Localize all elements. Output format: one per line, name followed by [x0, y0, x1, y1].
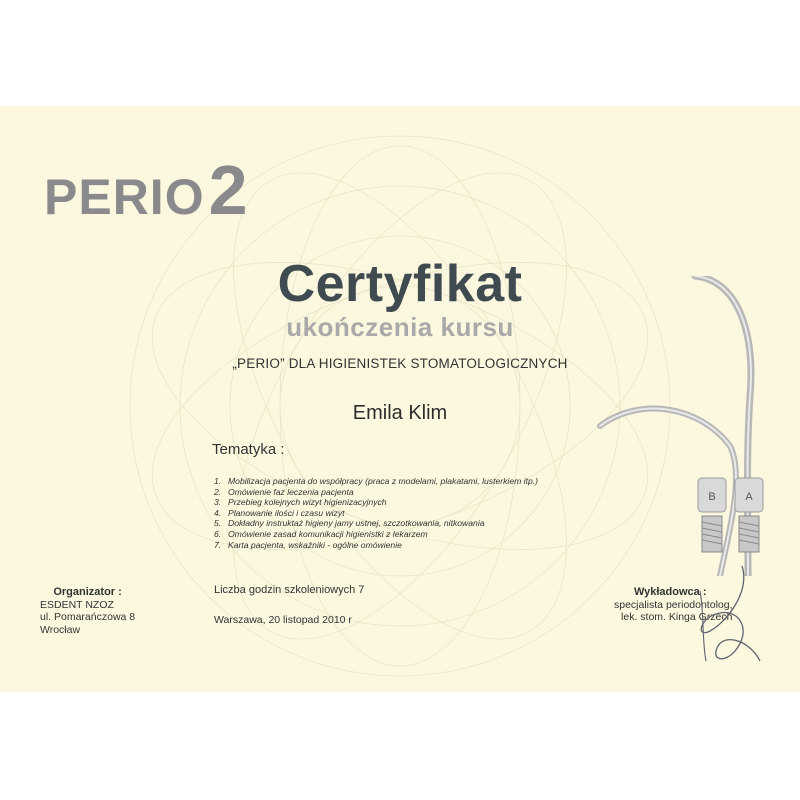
list-item: 4. Planowanie ilości i czasu wizyt [214, 507, 345, 518]
organizer-heading: Organizator : [53, 586, 122, 598]
list-item: 6. Omówienie zasad komunikacji higienistki z lekarzem [214, 528, 428, 539]
participant-name: Emila Klim [352, 402, 448, 424]
course-name: „PERIO” DLA HIGIENISTEK STOMATOLOGICZNYCH [232, 356, 568, 371]
organizer-line: ESDENT NZOZ [40, 598, 114, 611]
perio2-logo [44, 150, 249, 230]
lecturer-line: specjalista periodontolog, [614, 598, 733, 611]
lecturer-line: lek. stom. Kinga Grzech [621, 611, 733, 623]
lecturer-heading: Wykładowca : [633, 586, 707, 598]
list-item: 7. Karta pacjenta, wskaźniki - ogólne omówienie [214, 539, 402, 550]
tip-label-a: A [745, 491, 753, 503]
tip-label-b: B [708, 491, 716, 503]
training-hours: Liczba godzin szkoleniowych 7 [214, 584, 365, 596]
list-item: 5. Dokładny instruktaż higieny jamy ustnej, szczotkowania, nitkowania [214, 518, 485, 529]
organizer-line: Wrocław [40, 623, 81, 636]
certificate-subtitle: ukończenia kursu [286, 312, 514, 342]
logo-word: PERIO [44, 169, 205, 225]
certificate-sheet [0, 106, 800, 692]
topics-heading: Tematyka : [212, 441, 285, 458]
list-item: 1. Mobilizacja pacjenta do współpracy (praca z modelami, plakatami, lusterkiem itp.) [214, 476, 538, 486]
logo-number: 2 [208, 151, 249, 229]
handwritten-signature [680, 561, 770, 671]
list-item: 3. Przebieg kolejnych wizyt higienizacyjnych [214, 497, 387, 508]
topics-list [214, 476, 538, 550]
list-item: 2. Omówienie faz leczenia pacjenta [214, 486, 354, 497]
organizer-line: ul. Pomarańczowa 8 [40, 611, 136, 623]
organizer-block [40, 586, 135, 636]
instrument-tips-sleeves [680, 476, 790, 566]
certificate-title: Certyfikat [277, 255, 523, 313]
place-date: Warszawa, 20 listopad 2010 r [214, 614, 352, 626]
